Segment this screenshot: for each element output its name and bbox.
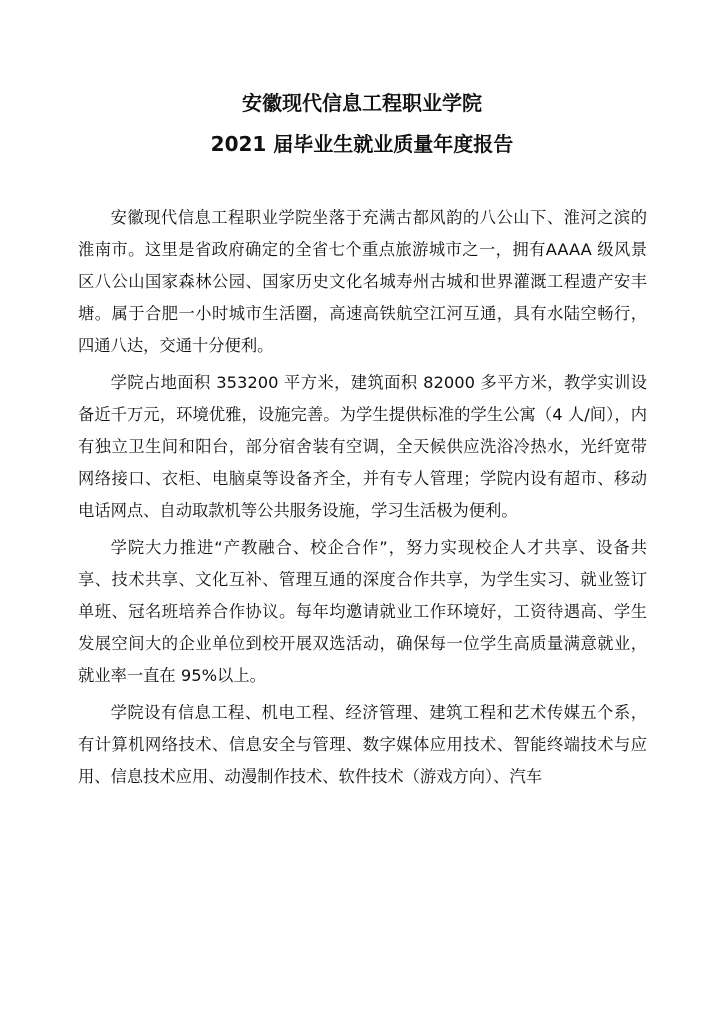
report-title-main: 2021 届毕业生就业质量年度报告 — [210, 132, 514, 156]
paragraph-departments: 学院设有信息工程、机电工程、经济管理、建筑工程和艺术传媒五个系，有计算机网络技术、信息安全与管理、数字媒体应用技术、智能终端技术与应用、信息技术应用、动漫制作技术、软件技术（游戏方向）、汽车 — [78, 703, 647, 786]
report-body — [78, 202, 647, 793]
paragraph-campus-facilities: 学院占地面积 353200 平方米，建筑面积 82000 多平方米，教学实训设备近千万元，环境优雅，设施完善。为学生提供标准的学生公寓（4 人/间），内有独立卫生间和阳台，部分宿舍装有空调，全天候供应洗浴冷热水，光纤宽带网络接口、衣柜、电脑桌等设备齐全，并有专人管理；学院内设有超市、移动电话网点、自动取款机等公共服务设施，学习生活极为便利。 — [78, 373, 647, 520]
report-title-school: 安徽现代信息工程职业学院 — [242, 91, 482, 115]
paragraph-location: 安徽现代信息工程职业学院坐落于充满古都风韵的八公山下、淮河之滨的淮南市。这里是省政府确定的全省七个重点旅游城市之一，拥有AAAA 级风景区八公山国家森林公园、国家历史文化名城寿州古城和世界灌溉工程遗产安丰塘。属于合肥一小时城市生活圈，高速高铁航空江河互通，具有水陆空畅行，四通八达，交通十分便利。 — [78, 208, 647, 355]
paragraph-school-enterprise-cooperation: 学院大力推进“产教融合、校企合作”，努力实现校企人才共享、设备共享、技术共享、文化互补、管理互通的深度合作共享，为学生实习、就业签订单班、冠名班培养合作协议。每年均邀请就业工作环境好，工资待遇高、学生发展空间大的企业单位到校开展双选活动，确保每一位学生高质量满意就业，就业率一直在 95%以上。 — [78, 538, 647, 685]
